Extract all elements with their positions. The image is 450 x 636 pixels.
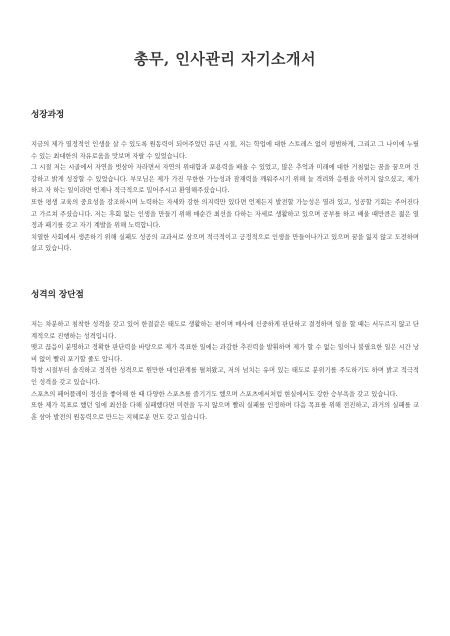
paragraph: 또한 제가 목표로 했던 일에 최선을 다해 실패했다면 미련을 두지 않으며 빨리 실패를 인정하며 다음 목표를 위해 전진하고, 과거의 실패를 교훈 삼아 발전의 원동력으로 만드는 지혜로운 면도 갖고 있습니다. [31, 402, 419, 421]
section-personality [31, 288, 419, 423]
section-heading-personality: 성격의 장단점 [31, 289, 84, 300]
paragraph: 저는 차분하고 침착한 성격을 갖고 있어 한결같은 태도로 생활하는 편이며 매사에 신중하게 판단하고 결정하며 일을 할 때는 서두르지 않고 단계적으로 진행하는 성격입니다. [31, 320, 419, 340]
section-heading-growth: 성장과정 [31, 110, 65, 120]
section-body-personality [31, 319, 419, 423]
paragraph: 또한 평생 교육의 중요성을 강조하시며 노력하는 자세와 강한 의지력만 있다면 언제든지 발전할 가능성은 열려 있고, 성공할 기회는 주어진다고 가르쳐 주셨습니다. 저는 후회 없는 인생을 만들기 위해 매순간 최선을 다하는 자세로 생활하고 있으며 공부를 하고 배울 때만큼은 젊은 열정과 패기를 갖고 자기 계발을 위해 노력합니다. [31, 198, 419, 230]
paragraph: 그 시절 저는 시골에서 자연을 벗삼아 자라면서 자연의 위대함과 포용력을 배울 수 있었고, 많은 추억과 미래에 대한 거침없는 꿈을 꿈으며 건강하고 밝게 성장할 수 있었습니다. 부모님은 제가 가진 무한한 가능성과 잠재력을 깨워주시기 위해 늘 격려와 응원을 아끼지 않으셨고, 제가 하고 자 하는 일이라면 언제나 적극적으로 밀어주시고 환영해주셨습니다. [31, 164, 419, 195]
paragraph: 맺고 끊음이 분명하고 정확한 판단력을 바탕으로 제가 목표한 일에는 과감한 추진력을 발휘하며 제가 할 수 없는 일이나 불필요한 일은 시간 낭비 없이 빨리 포기할 줄도 압니다. [31, 344, 419, 363]
paragraph: 스포츠의 페어플레이 정신을 좋아해 한 때 다양한 스포츠를 즐기기도 했으며 스포츠에서처럼 현실에서도 강한 승부욕을 갖고 있습니다. [31, 390, 398, 398]
document-title: 총무, 인사관리 자기소개서 [133, 50, 317, 68]
section-body-growth [31, 139, 419, 255]
paragraph: 지금의 제가 열정적인 인생을 살 수 있도록 원동력이 되어주었던 유년 시절, 저는 학업에 대한 스트레스 없이 평범하게, 그리고 그 나이에 누릴 수 있는 최대한의 자유로움을 맛보며 자랄 수 있었습니다. [31, 141, 419, 160]
paragraph: 학창 시절부터 솔직하고 정직한 성격으로 원만한 대인관계를 펼쳐왔고, 저의 넘치는 유머 있는 태도로 분위기를 주도하기도 하며 밝고 적극적인 성격을 갖고 있습니다. [31, 367, 419, 386]
paragraph: 치열한 사회에서 생존하기 위해 실패도 성공의 교과서로 삼으며 적극적이고 긍정적으로 인생을 만들어나가고 있으며 꿈을 잃지 않고 도전하며 살고 있습니다. [31, 233, 419, 253]
section-growth [31, 108, 419, 255]
